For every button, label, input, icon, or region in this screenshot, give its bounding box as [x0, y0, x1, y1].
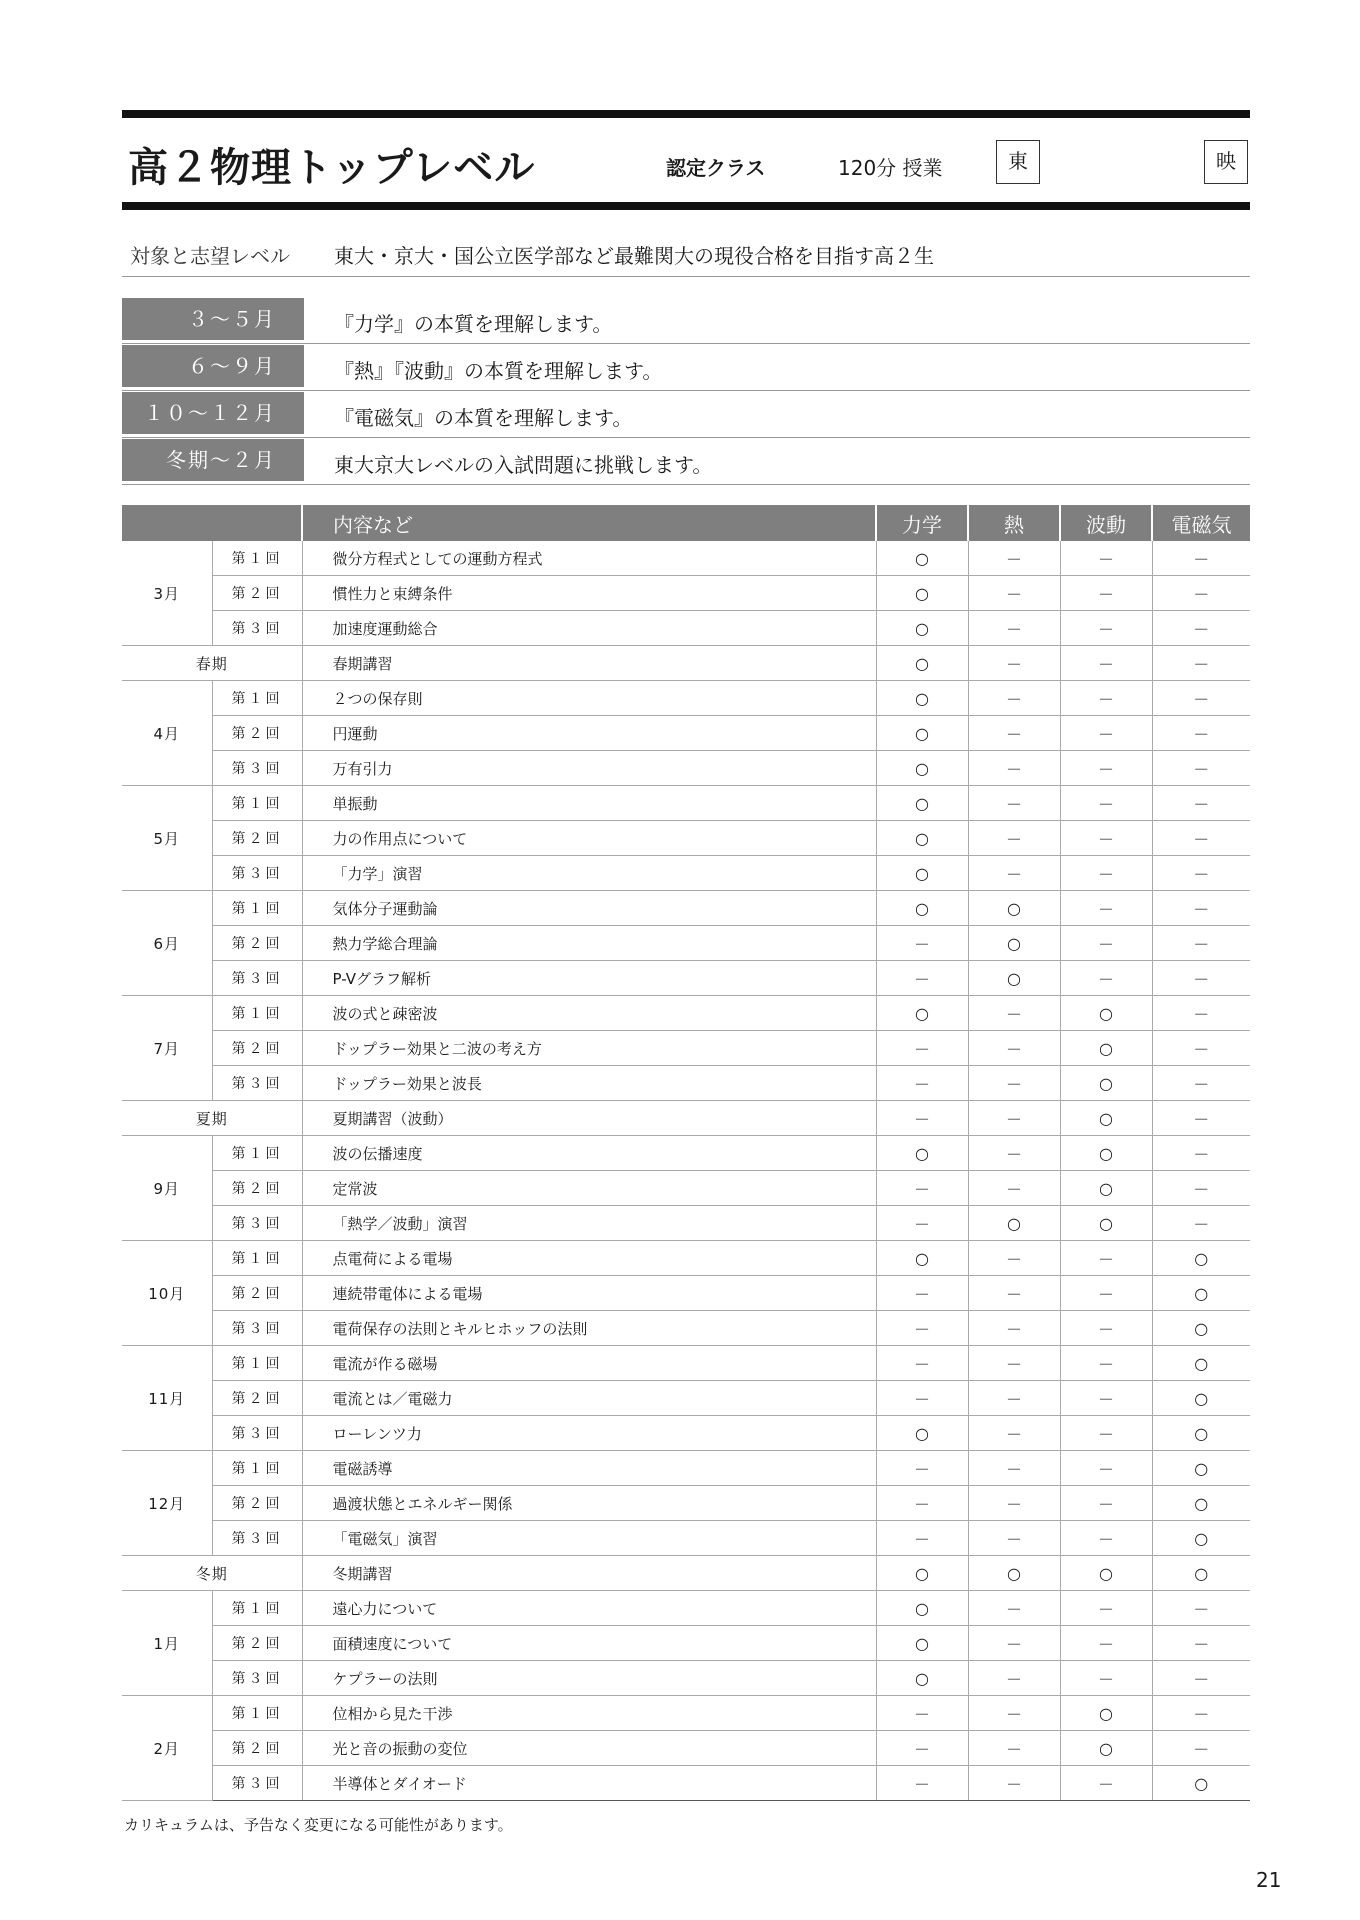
lesson-content: 面積速度について: [302, 1626, 876, 1661]
mark-mechanics: ○: [876, 996, 968, 1031]
table-row: [122, 1556, 1250, 1591]
mark-heat: －: [968, 1521, 1060, 1556]
mark-em: －: [1152, 1066, 1250, 1101]
mark-heat: －: [968, 1241, 1060, 1276]
mark-em: －: [1152, 611, 1250, 646]
mark-mechanics: ○: [876, 1556, 968, 1591]
table-row: [122, 611, 1250, 646]
mark-heat: －: [968, 1136, 1060, 1171]
mark-heat: －: [968, 1696, 1060, 1731]
mark-mechanics: ○: [876, 681, 968, 716]
mark-em: －: [1152, 646, 1250, 681]
mark-em: －: [1152, 1101, 1250, 1136]
mark-mechanics: ○: [876, 541, 968, 576]
mark-waves: －: [1060, 1416, 1152, 1451]
session-label: 第３回: [212, 1311, 302, 1346]
mark-heat: －: [968, 751, 1060, 786]
mark-mechanics: ○: [876, 716, 968, 751]
phase-row: [122, 391, 1250, 438]
session-label: 第２回: [212, 821, 302, 856]
mark-waves: ○: [1060, 1136, 1152, 1171]
mark-mechanics: －: [876, 961, 968, 996]
mark-heat: －: [968, 821, 1060, 856]
session-label: 第３回: [212, 856, 302, 891]
mark-heat: －: [968, 1766, 1060, 1801]
lesson-duration: 120分 授業: [838, 156, 943, 180]
table-row: [122, 716, 1250, 751]
mark-mechanics: ○: [876, 751, 968, 786]
mark-waves: －: [1060, 576, 1152, 611]
mark-mechanics: －: [876, 1066, 968, 1101]
session-label: 第２回: [212, 716, 302, 751]
lesson-content: 電荷保存の法則とキルヒホッフの法則: [302, 1311, 876, 1346]
session-label: 第２回: [212, 1031, 302, 1066]
table-row: [122, 961, 1250, 996]
mark-em: －: [1152, 961, 1250, 996]
mark-waves: －: [1060, 1766, 1152, 1801]
mark-heat: ○: [968, 1556, 1060, 1591]
month-label: 2月: [122, 1696, 212, 1801]
session-label: 第２回: [212, 1171, 302, 1206]
mark-heat: －: [968, 786, 1060, 821]
mark-heat: －: [968, 996, 1060, 1031]
lesson-content: 冬期講習: [302, 1556, 876, 1591]
phase-desc: 東大京大レベルの入試問題に挑戦します。: [334, 453, 713, 477]
lesson-content: 加速度運動総合: [302, 611, 876, 646]
term-label: 夏期: [122, 1101, 302, 1136]
mark-mechanics: －: [876, 1696, 968, 1731]
header-waves: 波動: [1060, 505, 1152, 541]
lesson-content: 春期講習: [302, 646, 876, 681]
session-label: 第１回: [212, 891, 302, 926]
mark-waves: －: [1060, 1451, 1152, 1486]
phase-period: 冬期～２月: [122, 439, 304, 481]
lesson-content: 半導体とダイオード: [302, 1766, 876, 1801]
mark-heat: －: [968, 856, 1060, 891]
target-level-row: [122, 232, 1250, 277]
mark-waves: －: [1060, 926, 1152, 961]
session-label: 第１回: [212, 1696, 302, 1731]
mark-heat: ○: [968, 1206, 1060, 1241]
table-row: [122, 1311, 1250, 1346]
month-label: 6月: [122, 891, 212, 996]
mark-waves: ○: [1060, 1171, 1152, 1206]
table-row: [122, 1066, 1250, 1101]
table-row: [122, 541, 1250, 576]
mark-waves: －: [1060, 821, 1152, 856]
month-label: 9月: [122, 1136, 212, 1241]
month-label: 5月: [122, 786, 212, 891]
mark-em: －: [1152, 1661, 1250, 1696]
table-row: [122, 1381, 1250, 1416]
table-row: [122, 1241, 1250, 1276]
table-row: [122, 996, 1250, 1031]
phase-desc: 『力学』の本質を理解します。: [334, 312, 613, 336]
lesson-content: ローレンツ力: [302, 1416, 876, 1451]
lesson-content: 「電磁気」演習: [302, 1521, 876, 1556]
table-row: [122, 1766, 1250, 1801]
phase-period: １０～１２月: [122, 392, 304, 434]
mark-em: ○: [1152, 1521, 1250, 1556]
course-title-bar: [122, 110, 1250, 210]
phase-desc: 『熱』『波動』の本質を理解します。: [334, 359, 663, 383]
table-row: [122, 1031, 1250, 1066]
mark-heat: ○: [968, 926, 1060, 961]
mark-heat: －: [968, 1381, 1060, 1416]
mark-heat: －: [968, 1661, 1060, 1696]
mark-mechanics: －: [876, 926, 968, 961]
mark-heat: ○: [968, 891, 1060, 926]
session-label: 第１回: [212, 786, 302, 821]
phase-period: ６～９月: [122, 345, 304, 387]
table-row: [122, 1626, 1250, 1661]
mark-mechanics: －: [876, 1311, 968, 1346]
mark-mechanics: －: [876, 1101, 968, 1136]
session-label: 第２回: [212, 1626, 302, 1661]
mark-em: ○: [1152, 1311, 1250, 1346]
table-row: [122, 821, 1250, 856]
table-row: [122, 1661, 1250, 1696]
month-label: 1月: [122, 1591, 212, 1696]
month-label: 12月: [122, 1451, 212, 1556]
mark-em: ○: [1152, 1346, 1250, 1381]
table-row: [122, 1591, 1250, 1626]
mark-heat: －: [968, 681, 1060, 716]
phase-row: [122, 297, 1250, 344]
session-label: 第３回: [212, 961, 302, 996]
mark-em: ○: [1152, 1766, 1250, 1801]
session-label: 第１回: [212, 996, 302, 1031]
term-label: 春期: [122, 646, 302, 681]
mark-em: －: [1152, 751, 1250, 786]
badge-video: 映: [1204, 140, 1248, 184]
mark-waves: －: [1060, 716, 1152, 751]
phase-row: [122, 344, 1250, 391]
mark-em: ○: [1152, 1416, 1250, 1451]
mark-waves: －: [1060, 891, 1152, 926]
mark-heat: ○: [968, 961, 1060, 996]
session-label: 第２回: [212, 1486, 302, 1521]
mark-waves: ○: [1060, 1556, 1152, 1591]
mark-waves: －: [1060, 1276, 1152, 1311]
table-row: [122, 1521, 1250, 1556]
mark-mechanics: ○: [876, 646, 968, 681]
mark-waves: ○: [1060, 1696, 1152, 1731]
mark-waves: ○: [1060, 1731, 1152, 1766]
table-row: [122, 1346, 1250, 1381]
mark-waves: －: [1060, 751, 1152, 786]
phase-period: ３～５月: [122, 298, 304, 340]
table-row: [122, 1171, 1250, 1206]
mark-heat: －: [968, 541, 1060, 576]
table-row: [122, 1136, 1250, 1171]
session-label: 第３回: [212, 1066, 302, 1101]
mark-waves: ○: [1060, 1066, 1152, 1101]
mark-em: －: [1152, 576, 1250, 611]
lesson-content: 円運動: [302, 716, 876, 751]
session-label: 第１回: [212, 1346, 302, 1381]
mark-em: －: [1152, 1206, 1250, 1241]
lesson-content: 万有引力: [302, 751, 876, 786]
session-label: 第３回: [212, 751, 302, 786]
table-row: [122, 856, 1250, 891]
month-label: 7月: [122, 996, 212, 1101]
mark-mechanics: ○: [876, 891, 968, 926]
lesson-content: 連続帯電体による電場: [302, 1276, 876, 1311]
table-row: [122, 1101, 1250, 1136]
mark-em: －: [1152, 891, 1250, 926]
mark-mechanics: －: [876, 1766, 968, 1801]
header-mechanics: 力学: [876, 505, 968, 541]
table-header-row: [122, 505, 1250, 541]
lesson-content: 光と音の振動の変位: [302, 1731, 876, 1766]
mark-waves: ○: [1060, 1206, 1152, 1241]
session-label: 第３回: [212, 1206, 302, 1241]
table-row: [122, 1731, 1250, 1766]
mark-waves: －: [1060, 1241, 1152, 1276]
mark-heat: －: [968, 1311, 1060, 1346]
mark-waves: －: [1060, 1626, 1152, 1661]
session-label: 第２回: [212, 926, 302, 961]
lesson-content: 波の伝播速度: [302, 1136, 876, 1171]
header-em: 電磁気: [1152, 505, 1250, 541]
term-label: 冬期: [122, 1556, 302, 1591]
table-row: [122, 646, 1250, 681]
table-row: [122, 891, 1250, 926]
session-label: 第２回: [212, 1276, 302, 1311]
mark-em: －: [1152, 856, 1250, 891]
lesson-content: ケプラーの法則: [302, 1661, 876, 1696]
mark-em: －: [1152, 821, 1250, 856]
mark-em: －: [1152, 1171, 1250, 1206]
session-label: 第２回: [212, 1731, 302, 1766]
curriculum-table: [122, 505, 1250, 1801]
disclaimer-note: カリキュラムは、予告なく変更になる可能性があります。: [124, 1816, 513, 1834]
mark-waves: －: [1060, 961, 1152, 996]
session-label: 第３回: [212, 611, 302, 646]
session-label: 第１回: [212, 681, 302, 716]
mark-waves: －: [1060, 611, 1152, 646]
lesson-content: 「力学」演習: [302, 856, 876, 891]
mark-mechanics: ○: [876, 1661, 968, 1696]
mark-em: ○: [1152, 1276, 1250, 1311]
mark-waves: －: [1060, 1381, 1152, 1416]
header-blank: [122, 505, 302, 541]
table-row: [122, 786, 1250, 821]
table-row: [122, 1206, 1250, 1241]
lesson-content: P-Vグラフ解析: [302, 961, 876, 996]
mark-em: －: [1152, 996, 1250, 1031]
header-heat: 熱: [968, 505, 1060, 541]
mark-heat: －: [968, 1346, 1060, 1381]
mark-mechanics: ○: [876, 1136, 968, 1171]
mark-mechanics: －: [876, 1206, 968, 1241]
lesson-content: ドップラー効果と波長: [302, 1066, 876, 1101]
mark-mechanics: －: [876, 1451, 968, 1486]
mark-em: －: [1152, 1731, 1250, 1766]
mark-mechanics: －: [876, 1381, 968, 1416]
mark-em: －: [1152, 716, 1250, 751]
mark-mechanics: －: [876, 1521, 968, 1556]
mark-waves: －: [1060, 856, 1152, 891]
mark-mechanics: ○: [876, 856, 968, 891]
lesson-content: 遠心力について: [302, 1591, 876, 1626]
session-label: 第１回: [212, 1591, 302, 1626]
month-label: 10月: [122, 1241, 212, 1346]
lesson-content: 定常波: [302, 1171, 876, 1206]
mark-mechanics: －: [876, 1276, 968, 1311]
mark-em: ○: [1152, 1381, 1250, 1416]
mark-em: －: [1152, 786, 1250, 821]
mark-waves: －: [1060, 1311, 1152, 1346]
mark-waves: －: [1060, 786, 1152, 821]
mark-mechanics: ○: [876, 1241, 968, 1276]
mark-mechanics: －: [876, 1731, 968, 1766]
mark-heat: －: [968, 1591, 1060, 1626]
lesson-content: 波の式と疎密波: [302, 996, 876, 1031]
mark-em: －: [1152, 1031, 1250, 1066]
lesson-content: 単振動: [302, 786, 876, 821]
table-row: [122, 1486, 1250, 1521]
mark-mechanics: ○: [876, 611, 968, 646]
month-label: 11月: [122, 1346, 212, 1451]
badge-east: 東: [996, 140, 1040, 184]
mark-heat: －: [968, 1101, 1060, 1136]
mark-waves: －: [1060, 1661, 1152, 1696]
mark-em: ○: [1152, 1486, 1250, 1521]
lesson-content: 慣性力と束縛条件: [302, 576, 876, 611]
lesson-content: ２つの保存則: [302, 681, 876, 716]
table-row: [122, 1696, 1250, 1731]
lesson-content: 気体分子運動論: [302, 891, 876, 926]
mark-mechanics: ○: [876, 576, 968, 611]
session-label: 第１回: [212, 1136, 302, 1171]
lesson-content: 過渡状態とエネルギー関係: [302, 1486, 876, 1521]
mark-waves: －: [1060, 541, 1152, 576]
mark-heat: －: [968, 1451, 1060, 1486]
mark-waves: －: [1060, 1591, 1152, 1626]
lesson-content: 熱力学総合理論: [302, 926, 876, 961]
session-label: 第３回: [212, 1521, 302, 1556]
mark-em: －: [1152, 1591, 1250, 1626]
mark-em: ○: [1152, 1556, 1250, 1591]
mark-heat: －: [968, 716, 1060, 751]
header-content: 内容など: [302, 505, 876, 541]
mark-em: ○: [1152, 1451, 1250, 1486]
lesson-content: 位相から見た干渉: [302, 1696, 876, 1731]
mark-waves: －: [1060, 1521, 1152, 1556]
mark-mechanics: ○: [876, 1591, 968, 1626]
mark-heat: －: [968, 576, 1060, 611]
mark-heat: －: [968, 1731, 1060, 1766]
mark-em: ○: [1152, 1241, 1250, 1276]
lesson-content: 夏期講習（波動）: [302, 1101, 876, 1136]
mark-heat: －: [968, 1066, 1060, 1101]
mark-mechanics: －: [876, 1031, 968, 1066]
mark-mechanics: ○: [876, 1416, 968, 1451]
mark-waves: －: [1060, 1346, 1152, 1381]
mark-heat: －: [968, 1276, 1060, 1311]
table-row: [122, 1276, 1250, 1311]
mark-mechanics: －: [876, 1346, 968, 1381]
lesson-content: ドップラー効果と二波の考え方: [302, 1031, 876, 1066]
mark-heat: －: [968, 1171, 1060, 1206]
session-label: 第１回: [212, 1241, 302, 1276]
lesson-content: 力の作用点について: [302, 821, 876, 856]
mark-em: －: [1152, 1136, 1250, 1171]
session-label: 第２回: [212, 1381, 302, 1416]
mark-em: －: [1152, 681, 1250, 716]
lesson-content: 電流が作る磁場: [302, 1346, 876, 1381]
table-row: [122, 681, 1250, 716]
session-label: 第３回: [212, 1661, 302, 1696]
session-label: 第３回: [212, 1766, 302, 1801]
table-body: [122, 541, 1250, 1801]
session-label: 第１回: [212, 1451, 302, 1486]
month-label: 3月: [122, 541, 212, 646]
lesson-content: 電流とは／電磁力: [302, 1381, 876, 1416]
mark-heat: －: [968, 1031, 1060, 1066]
course-title: 高２物理トップレベル: [128, 145, 536, 191]
lesson-content: 電磁誘導: [302, 1451, 876, 1486]
mark-waves: －: [1060, 1486, 1152, 1521]
phase-list: [122, 297, 1250, 485]
session-label: 第１回: [212, 541, 302, 576]
session-label: 第２回: [212, 576, 302, 611]
mark-waves: ○: [1060, 996, 1152, 1031]
mark-waves: ○: [1060, 1031, 1152, 1066]
table-row: [122, 751, 1250, 786]
phase-desc: 『電磁気』の本質を理解します。: [334, 406, 633, 430]
mark-heat: －: [968, 1416, 1060, 1451]
phase-row: [122, 438, 1250, 485]
mark-waves: －: [1060, 681, 1152, 716]
mark-waves: ○: [1060, 1101, 1152, 1136]
target-label: 対象と志望レベル: [130, 244, 290, 268]
mark-em: －: [1152, 926, 1250, 961]
table-row: [122, 1416, 1250, 1451]
lesson-content: 「熱学／波動」演習: [302, 1206, 876, 1241]
mark-heat: －: [968, 1626, 1060, 1661]
mark-mechanics: －: [876, 1486, 968, 1521]
mark-mechanics: ○: [876, 821, 968, 856]
mark-heat: －: [968, 611, 1060, 646]
month-label: 4月: [122, 681, 212, 786]
mark-heat: －: [968, 646, 1060, 681]
lesson-content: 点電荷による電場: [302, 1241, 876, 1276]
mark-em: －: [1152, 1626, 1250, 1661]
mark-mechanics: ○: [876, 1626, 968, 1661]
lesson-content: 微分方程式としての運動方程式: [302, 541, 876, 576]
table-row: [122, 576, 1250, 611]
mark-em: －: [1152, 1696, 1250, 1731]
mark-heat: －: [968, 1486, 1060, 1521]
mark-mechanics: －: [876, 1171, 968, 1206]
mark-mechanics: ○: [876, 786, 968, 821]
session-label: 第３回: [212, 1416, 302, 1451]
target-value: 東大・京大・国公立医学部など最難関大の現役合格を目指す高２生: [334, 244, 934, 268]
table-row: [122, 926, 1250, 961]
table-row: [122, 1451, 1250, 1486]
page-number: 21: [1256, 1868, 1282, 1892]
mark-waves: －: [1060, 646, 1152, 681]
mark-em: －: [1152, 541, 1250, 576]
class-type: 認定クラス: [666, 156, 766, 180]
